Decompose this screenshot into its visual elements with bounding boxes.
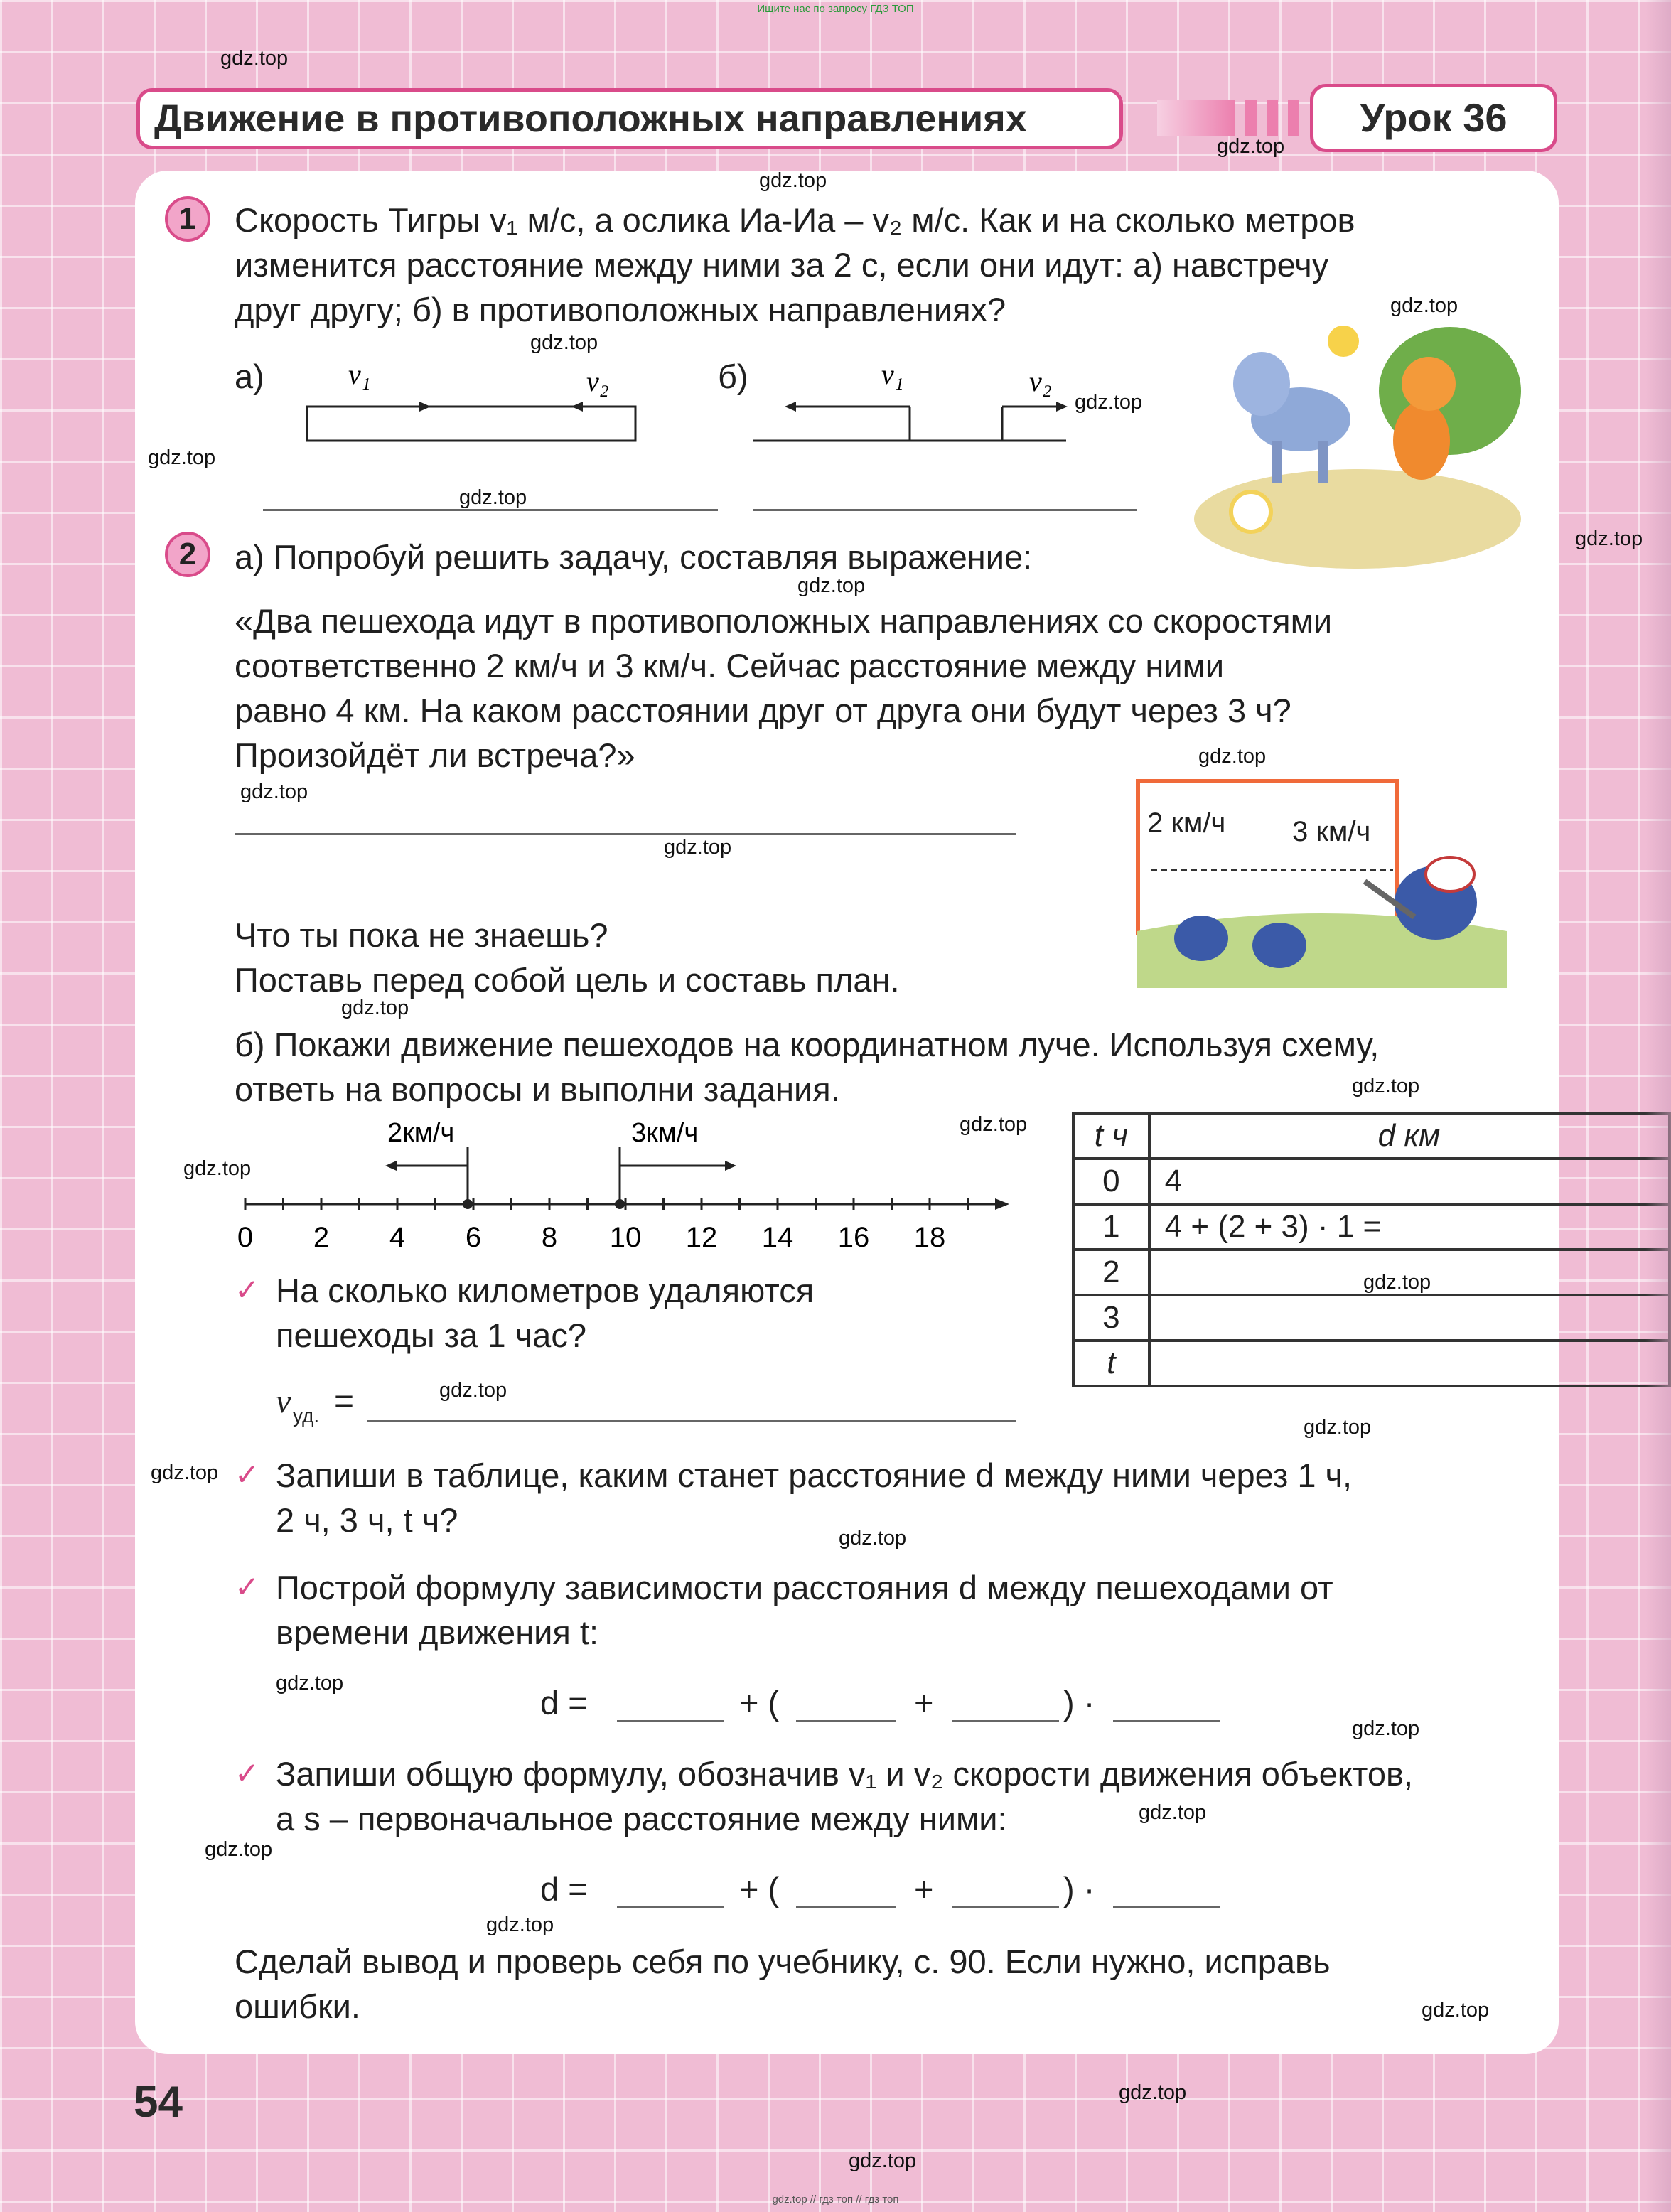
task-2-intro: а) Попробуй решить задачу, составляя выражение:: [235, 538, 1033, 576]
question-1-line-2: пешеходы за 1 час?: [276, 1316, 586, 1354]
watermark: gdz.top: [151, 1461, 219, 1484]
ray-tick-label: 10: [609, 1222, 642, 1253]
task-1-label-a: а): [235, 358, 264, 395]
diagram-b-v2: v₂: [1029, 365, 1052, 397]
table-header-t: t ч: [1073, 1113, 1149, 1159]
formula-1-blank-1[interactable]: [617, 1720, 724, 1722]
question-3-line-1: Построй формулу зависимости расстояния d между пешеходами от: [276, 1569, 1333, 1606]
speed-answer-line[interactable]: [367, 1420, 1016, 1422]
formula-2-blank-4[interactable]: [1113, 1906, 1220, 1908]
watermark: gdz.top: [1363, 1271, 1431, 1294]
watermark: gdz.top: [1217, 135, 1285, 158]
page-title: Движение в противоположных направлениях: [136, 88, 1123, 149]
board-speed-right: 3 км/ч: [1292, 816, 1371, 847]
formula-1-blank-4[interactable]: [1113, 1720, 1220, 1722]
question-2-line-1: Запиши в таблице, каким станет расстояние d между ними через 1 ч,: [276, 1456, 1353, 1494]
ray-tick-label: 0: [237, 1222, 254, 1253]
checkmark-icon: ✓: [235, 1458, 260, 1491]
diagram-a-v2: v₂: [586, 365, 609, 397]
page-number: 54: [134, 2078, 183, 2127]
conclusion-line-1: Сделай вывод и проверь себя по учебнику, с. 90. Если нужно, исправь: [235, 1943, 1331, 1980]
answer-line-b[interactable]: [753, 509, 1137, 511]
table-cell-t: 2: [1073, 1250, 1149, 1295]
v-label: v: [276, 1382, 291, 1420]
question-4-line-2: а s – первоначальное расстояние между ними:: [276, 1800, 1007, 1837]
watermark: gdz.top: [1575, 527, 1643, 550]
top-note: Ищите нас по запросу ГДЗ ТОП: [757, 3, 914, 15]
bird-icon: [1252, 923, 1306, 968]
watermark: gdz.top: [960, 1113, 1028, 1136]
formula-2-plus: +: [914, 1870, 934, 1908]
task-1-diagrams: [299, 355, 1080, 455]
question-4-line-1: Запиши общую формулу, обозначив v₁ и v₂ скорости движения объектов,: [276, 1755, 1414, 1793]
watermark: gdz.top: [797, 574, 866, 597]
watermark: gdz.top: [240, 780, 308, 803]
table-cell-d: 4: [1149, 1159, 1670, 1204]
watermark: gdz.top: [530, 331, 598, 354]
v-equals: =: [334, 1382, 355, 1420]
table-header-row: [1073, 1113, 1670, 1159]
board-speed-left: 2 км/ч: [1147, 807, 1226, 839]
formula-1-plus: +: [914, 1684, 934, 1722]
watermark: gdz.top: [439, 1379, 507, 1402]
question-1-line-1: На сколько километров удаляются: [276, 1272, 815, 1309]
bird-icon: [1174, 916, 1228, 961]
lesson-badge: Урок 36: [1310, 84, 1557, 152]
diagram-b-v1: v₁: [881, 358, 904, 390]
ray-tick-label: 18: [913, 1222, 946, 1253]
sun-icon: [1328, 326, 1359, 357]
ray-tick-label: 12: [685, 1222, 718, 1253]
table-cell-t: t: [1073, 1341, 1149, 1386]
watermark: gdz.top: [1119, 2081, 1187, 2104]
donkey-tiger-illustration: [1194, 306, 1528, 576]
decorative-stripes: [1136, 100, 1299, 136]
question-plan: Поставь перед собой цель и составь план.: [235, 961, 900, 999]
checkmark-icon: ✓: [235, 1273, 260, 1306]
ray-speed-left: 2км/ч: [387, 1118, 455, 1148]
question-unknown: Что ты пока не знаешь?: [235, 916, 608, 954]
watermark: gdz.top: [183, 1157, 252, 1180]
formula-2-close: ) ·: [1063, 1870, 1095, 1908]
task-1-label-b: б): [718, 358, 748, 395]
bottom-note: gdz.top // гдз топ // гдз топ: [772, 2194, 899, 2206]
table-cell-d[interactable]: [1149, 1295, 1670, 1341]
question-2-line-2: 2 ч, 3 ч, t ч?: [276, 1501, 458, 1539]
table-cell-t: 3: [1073, 1295, 1149, 1341]
checkmark-icon: ✓: [235, 1756, 260, 1790]
formula-2-plus-open: + (: [739, 1870, 780, 1908]
table-row: [1073, 1159, 1670, 1204]
question-3-line-2: времени движения t:: [276, 1614, 599, 1651]
formula-2-blank-2[interactable]: [796, 1906, 896, 1908]
ray-tick-label: 2: [313, 1222, 330, 1253]
watermark: gdz.top: [220, 47, 289, 70]
table-cell-d[interactable]: [1149, 1341, 1670, 1386]
watermark: gdz.top: [1304, 1416, 1372, 1439]
task-2-problem-line-4: Произойдёт ли встреча?»: [235, 736, 635, 774]
table-cell-t: 0: [1073, 1159, 1149, 1204]
ray-speed-right: 3км/ч: [631, 1118, 699, 1148]
formula-2-blank-3[interactable]: [952, 1906, 1059, 1908]
birds-illustration: [1137, 839, 1507, 988]
watermark: gdz.top: [1352, 1075, 1420, 1097]
formula-1-close: ) ·: [1063, 1684, 1095, 1722]
watermark: gdz.top: [1390, 294, 1458, 317]
task-2-problem-line-2: соответственно 2 км/ч и 3 км/ч. Сейчас расстояние между ними: [235, 647, 1225, 684]
watermark: gdz.top: [148, 446, 216, 469]
part-b-line-1: б) Покажи движение пешеходов на координатном луче. Используя схему,: [235, 1026, 1380, 1063]
task-1-line-1: Скорость Тигры v₁ м/с, а ослика Иа-Иа – v₂ м/с. Как и на сколько метров: [235, 201, 1355, 239]
ray-tick-label: 4: [389, 1222, 406, 1253]
part-b-line-2: ответь на вопросы и выполни задания.: [235, 1070, 840, 1108]
task-2-problem-line-1: «Два пешехода идут в противоположных направлениях со скоростями: [235, 602, 1333, 640]
checkmark-icon: ✓: [235, 1570, 260, 1604]
ray-tick-label: 8: [541, 1222, 558, 1253]
table-row: [1073, 1295, 1670, 1341]
watermark: gdz.top: [849, 2149, 917, 2172]
task-2-number: 2: [165, 532, 210, 577]
ray-tick-label: 14: [761, 1222, 794, 1253]
conclusion-line-2: ошибки.: [235, 1987, 360, 2025]
table-cell-t: 1: [1073, 1204, 1149, 1250]
watermark: gdz.top: [1139, 1801, 1207, 1824]
watermark: gdz.top: [276, 1672, 344, 1695]
ray-tick-label: 16: [837, 1222, 870, 1253]
watermark: gdz.top: [1075, 391, 1143, 414]
formula-1-blank-2[interactable]: [796, 1720, 896, 1722]
v-subscript: уд.: [293, 1405, 320, 1427]
watermark: gdz.top: [1198, 745, 1267, 768]
formula-2-blank-1[interactable]: [617, 1906, 724, 1908]
ray-tick-label: 6: [465, 1222, 482, 1253]
table-cell-d[interactable]: 4 + (2 + 3) · 1 =: [1149, 1204, 1670, 1250]
task-1-number: 1: [165, 196, 210, 242]
table-header-d: d км: [1149, 1113, 1670, 1159]
watermark: gdz.top: [1422, 1999, 1490, 2022]
watermark: gdz.top: [839, 1527, 907, 1550]
formula-1-plus-open: + (: [739, 1684, 780, 1722]
expression-answer-line[interactable]: [235, 833, 1016, 835]
flower-icon: [1231, 492, 1271, 532]
page-edge-shadow: [1645, 0, 1671, 2212]
watermark: gdz.top: [459, 486, 527, 509]
formula-1-d: d =: [540, 1684, 588, 1722]
watermark: gdz.top: [205, 1838, 273, 1861]
watermark: gdz.top: [486, 1913, 554, 1936]
diagram-a-v1: v₁: [348, 358, 371, 390]
watermark: gdz.top: [1352, 1717, 1420, 1740]
table-row: [1073, 1341, 1670, 1386]
formula-2-d: d =: [540, 1870, 588, 1908]
distance-table: [1072, 1112, 1671, 1387]
task-2-problem-line-3: равно 4 км. На каком расстоянии друг от друга они будут через 3 ч?: [235, 692, 1291, 729]
coordinate-ray: [227, 1116, 1023, 1258]
watermark: gdz.top: [341, 997, 409, 1019]
task-1-line-3: друг другу; б) в противоположных направлениях?: [235, 291, 1006, 328]
watermark: gdz.top: [759, 169, 827, 192]
formula-1-blank-3[interactable]: [952, 1720, 1059, 1722]
table-row: [1073, 1204, 1670, 1250]
watermark: gdz.top: [664, 836, 732, 859]
task-1-line-2: изменится расстояние между ними за 2 с, если они идут: а) навстречу: [235, 246, 1329, 284]
tiger-icon: [1393, 402, 1450, 480]
